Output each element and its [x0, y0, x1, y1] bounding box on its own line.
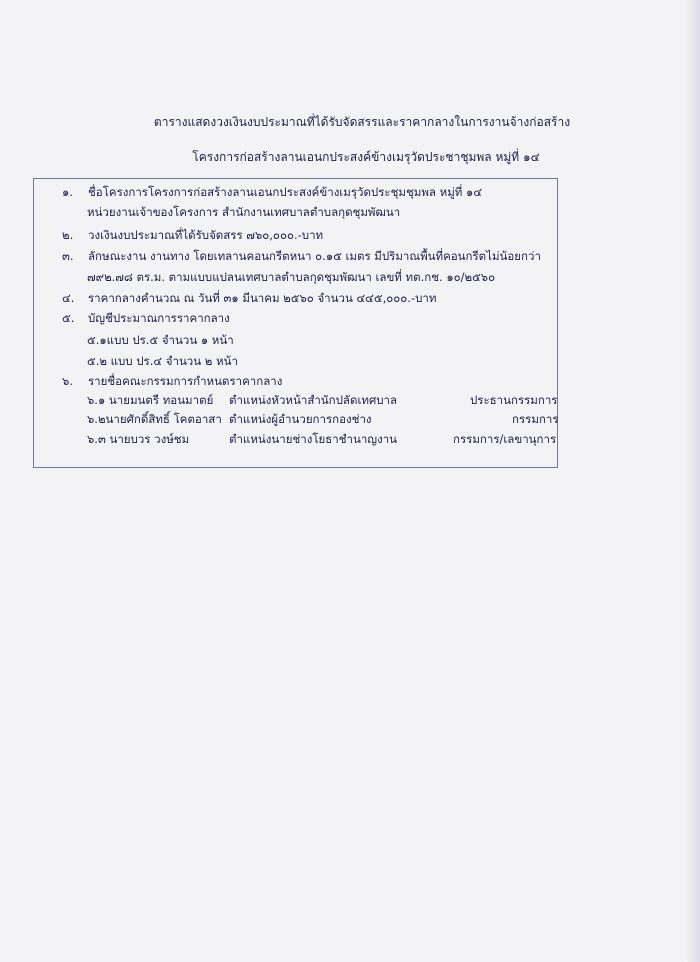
committee-position: ตำแหน่งนายช่างโยธาชำนาญงาน — [229, 432, 398, 446]
document-title: ตารางแสดงวงเงินงบประมาณที่ได้รับจัดสรรและราคากลางในการงานจ้างก่อสร้าง — [153, 115, 571, 129]
committee-position: ตำแหน่งผู้อำนวยการกองช่าง — [229, 412, 372, 426]
item-2-number: ๒. — [62, 228, 74, 242]
item-4-text: ราคากลางคำนวณ ณ วันที่ ๓๑ มีนาคม ๒๕๖๐ จำนวน ๔๔๕,๐๐๐.-บาท — [88, 291, 437, 305]
item-5-number: ๕. — [62, 311, 75, 325]
item-3-continued: ๗๙๒.๗๘ ตร.ม. ตามแบบแปลนเทศบาลตำบลกุดชุมพัฒนา เลขที่ ทต.กช. ๑๐/๒๕๖๐ — [87, 270, 496, 284]
committee-role: ประธานกรรมการ — [470, 393, 558, 407]
item-6-text: รายชื่อคณะกรรมการกำหนดราคากลาง — [88, 374, 283, 388]
committee-name: ๖.๑ นายมนตรี ทอนมาตย์ — [87, 393, 214, 407]
committee-role: กรรมการ — [512, 412, 559, 426]
item-4-number: ๔. — [62, 291, 75, 305]
item-1-text: ชื่อโครงการโครงการก่อสร้างลานเอนกประสงค์ข้างเมรุวัดประชุมชุมพล หมู่ที่ ๑๔ — [88, 185, 483, 199]
item-1-number: ๑. — [62, 185, 73, 199]
committee-name: ๖.๒นายศักดิ์สิทธิ์ โคตอาสา — [87, 412, 222, 426]
item-5-2: ๕.๒ แบบ ปร.๔ จำนวน ๒ หน้า — [87, 354, 238, 368]
committee-position: ตำแหน่งหัวหน้าสำนักปลัดเทศบาล — [229, 393, 398, 407]
item-1-owner: หน่วยงานเจ้าของโครงการ สำนักงานเทศบาลตำบลกุดชุมพัฒนา — [87, 205, 401, 219]
project-info-box — [33, 178, 558, 468]
page-edge-shadow — [686, 0, 700, 962]
committee-name: ๖.๓ นายบวร วงษ์ชม — [87, 432, 190, 446]
item-5-text: บัญชีประมาณการราคากลาง — [88, 311, 230, 325]
item-2-text: วงเงินงบประมาณที่ได้รับจัดสรร ๗๖๐,๐๐๐.-บาท — [88, 228, 324, 242]
committee-role: กรรมการ/เลขานุการ — [453, 432, 557, 446]
item-3-text: ลักษณะงาน งานทาง โดยเทลานคอนกรีตหนา ๐.๑๕ เมตร มีปริมาณพื้นที่คอนกรีตไม่น้อยกว่า — [88, 249, 541, 263]
item-3-number: ๓. — [62, 249, 74, 263]
item-5-1: ๕.๑แบบ ปร.๕ จำนวน ๑ หน้า — [87, 333, 234, 347]
project-title: โครงการก่อสร้างลานเอนกประสงค์ข้างเมรุวัดประชาชุมพล หมู่ที่ ๑๔ — [192, 150, 540, 164]
item-6-number: ๖. — [62, 374, 73, 388]
